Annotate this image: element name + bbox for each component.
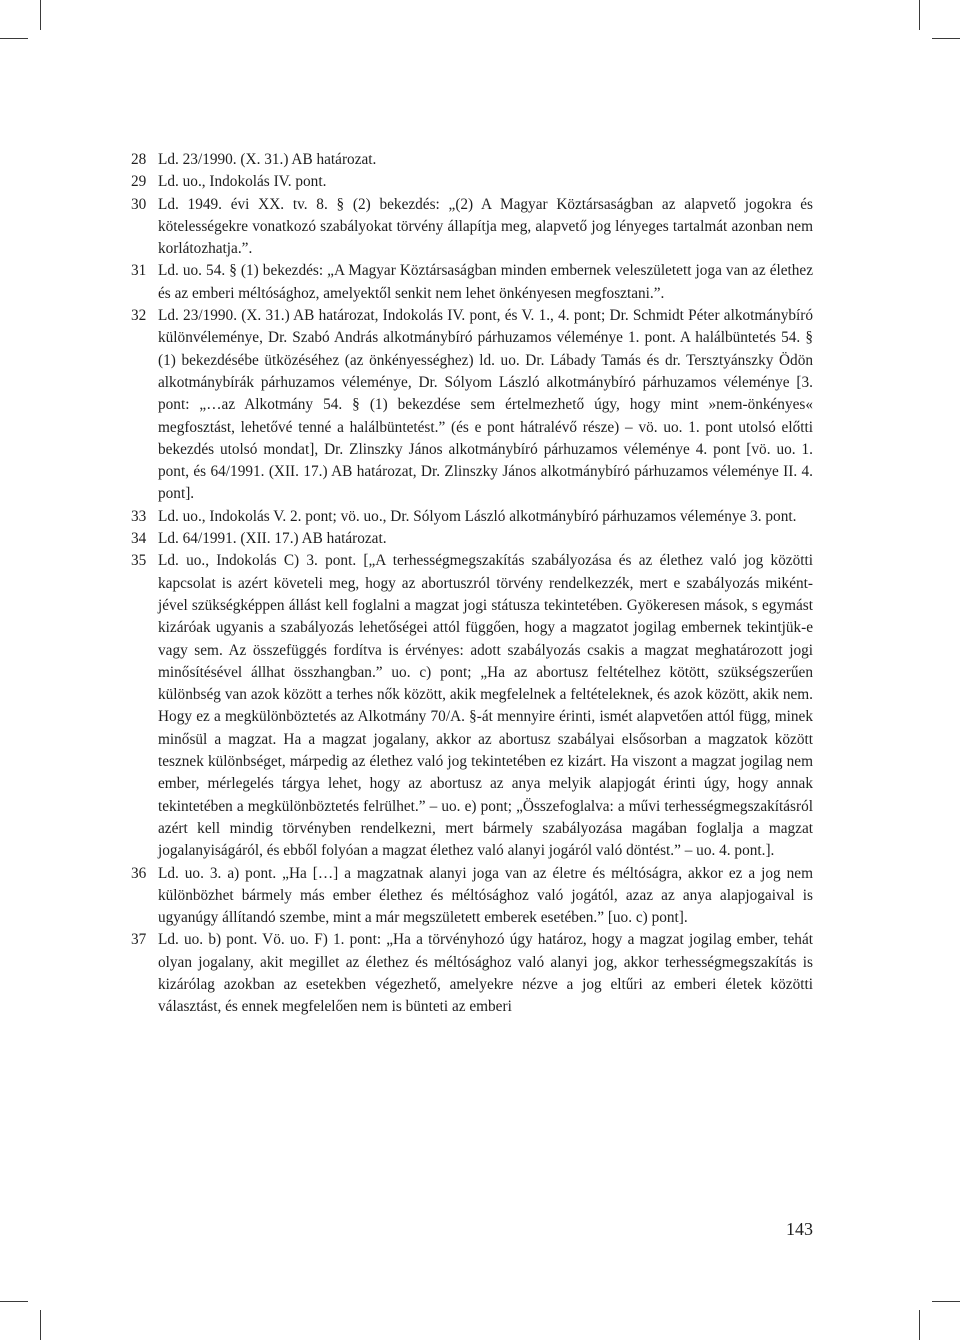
footnote (131, 929, 813, 1018)
crop-mark (932, 1301, 960, 1302)
footnote-number: 30 (131, 195, 147, 213)
footnote-text: Ld. uo. 54. § (1) bekezdés: „A Magyar Köztársaságban minden embernek veleszületett joga van az élethez és az emberi méltósághoz, amelyektől senkit nem lehet önkényesen megfosztani.”. (158, 262, 813, 302)
footnote-text: Ld. uo. 3. a) pont. „Ha […] a magzatnak alanyi joga van az életre és méltóságra, akkor ez a jog nem különbözhet bármely más ember élethez és méltósághoz való jogától, azaz az anya alapjogaival is ugyanúgy állítandó szembe, mint a már megszületett emberek esetében.” [uo. c) pont]. (158, 864, 813, 927)
footnotes (131, 149, 813, 1019)
footnote-number: 31 (131, 262, 147, 280)
footnote-number: 28 (131, 151, 147, 168)
footnote (131, 305, 813, 506)
footnote-text: Ld. 64/1991. (XII. 17.) AB határozat. (158, 530, 387, 548)
crop-mark (919, 1310, 920, 1340)
footnote (131, 194, 813, 261)
footnote (131, 260, 813, 305)
footnote-text: Ld. uo., Indokolás IV. pont. (158, 173, 327, 191)
footnote-text: Ld. 23/1990. (X. 31.) AB határozat, Indokolás IV. pont, és V. 1., 4. pont; Dr. Schmidt Péter alkotmánybíró különvéleménye, Dr. Szabó András alkotmánybíró párhuzamos véleménye 1. pont. A halálbüntetés 54. § (1) bekezdésébe ütközéséhez (az önkényességhez) ld. uo. Dr. Lábady Tamás és dr. Tersztyánszky Ödön alkotmánybírák párhuzamos véleménye, Dr. Sólyom László alkotmánybíró párhuzamos véleménye [3. pont: „…az Alkotmány 54. § (1) bekezdése sem értelmezhető úgy, hogy mint »nem-önkényes« megfosztást, lehetővé tenné a halálbüntetést.” (és e pont hátralévő része) – vö. uo. 1. pont utolsó előtti bekezdés utolsó mondat], Dr. Zlinszky János alkotmánybíró párhuzamos véleménye 4. pont [vö. uo. 1. pont, és 64/1991. (XII. 17.) AB határozat, Dr. Zlinszky János alkotmánybíró párhuzamos véleménye II. 4. pont]. (158, 307, 813, 503)
footnote (131, 171, 813, 193)
footnote-text: Ld. uo. b) pont. Vö. uo. F) 1. pont: „Ha a törvényhozó úgy határoz, hogy a magzat jogilag ember, tehát olyan jogalany, akit megillet az élethez és méltósághoz való alanyi jog, akkor terhességmegszakítás is kizárólag azokban az esetekben végezhető, amelyekre nézve a jog eltűri az emberi életek közötti választást, és ennek megfelelően nem is bünteti az emberi (158, 931, 813, 1016)
footnote-text: Ld. uo., Indokolás C) 3. pont. [„A terhességmegszakítás szabályozása és az élethez való jog közötti kapcsolat is azért követeli meg, hogy az abortuszról törvény rendelkezzék, mert e szabályozás miként-jével szükségképpen állást kell foglalni a magzat jogi státusza tekintetében. Gyökeresen mások, s egymást kizáróak ugyanis a szabályozás lehetőségei attól függően, hogy a magzatot jogilag embernek tekintjük-e vagy sem. Az összefüggés fordítva is érvényes: adott szabályozás csakis a magzat meghatározott jogi minősítésével állhat összhangban.” uo. c) pont; „Ha az abortusz feltételhez kötött, szükségszerűen különbség van azok között a terhes nők között, akik megfelelnek a feltételeknek, és azok között, akik nem. Hogy ez a megkülönböztetés az Alkotmány 70/A. §-át mennyire érinti, ismét alapvetően attól függ, minek minősül a magzat. Ha a magzat jogalany, akkor az abortusz szabályai elsősorban a magzatok között tesznek különbséget, márpedig az élethez való jog tekintetében ez kizárt. Ha viszont a magzat jogilag nem ember, mérlegelés tárgya lehet, hogy az abortusz az anya melyik alapjogát érinti úgy, hogy annak tekintetében a megkülönböztetés felrülhet.” – uo. e) pont; „Összefoglalva: a művi terhességmegszakításról azért kell mindig törvényben rendelkezni, mert bármely szabályozása magában foglalja a magzat jogalanyiságáról, és ebből folyóan a magzat élethez való alanyi jogáról való döntést.” – uo. 4. pont.]. (158, 552, 813, 860)
crop-mark (0, 38, 28, 39)
footnote (131, 506, 813, 528)
footnote-number: 35 (131, 552, 147, 570)
footnote-number: 36 (131, 864, 147, 882)
crop-mark (40, 1310, 41, 1340)
footnote (131, 528, 813, 550)
crop-mark (932, 38, 960, 39)
footnote-number: 29 (131, 173, 147, 191)
crop-mark (919, 0, 920, 30)
page-number: 143 (786, 1219, 813, 1239)
footnote (131, 550, 813, 862)
footnote-text: Ld. 23/1990. (X. 31.) AB határozat. (158, 151, 377, 168)
footnote (131, 863, 813, 930)
crop-mark (40, 0, 41, 30)
crop-mark (0, 1301, 28, 1302)
footnote-number: 37 (131, 931, 147, 949)
footnote-number: 33 (131, 507, 147, 525)
footnote-text: Ld. uo., Indokolás V. 2. pont; vö. uo., Dr. Sólyom László alkotmánybíró párhuzamos véleménye 3. pont. (158, 507, 797, 525)
footnote-number: 34 (131, 530, 147, 548)
footnote (131, 149, 813, 171)
footnote-text: Ld. 1949. évi XX. tv. 8. § (2) bekezdés: „(2) A Magyar Köztársaságban az alapvető jogokra és kötelességekre vonatkozó szabályokat törvény állapítja meg, alapvető jog lényeges tartalmát azonban nem korlátozhatja.”. (158, 195, 813, 258)
footnote-number: 32 (131, 307, 147, 325)
